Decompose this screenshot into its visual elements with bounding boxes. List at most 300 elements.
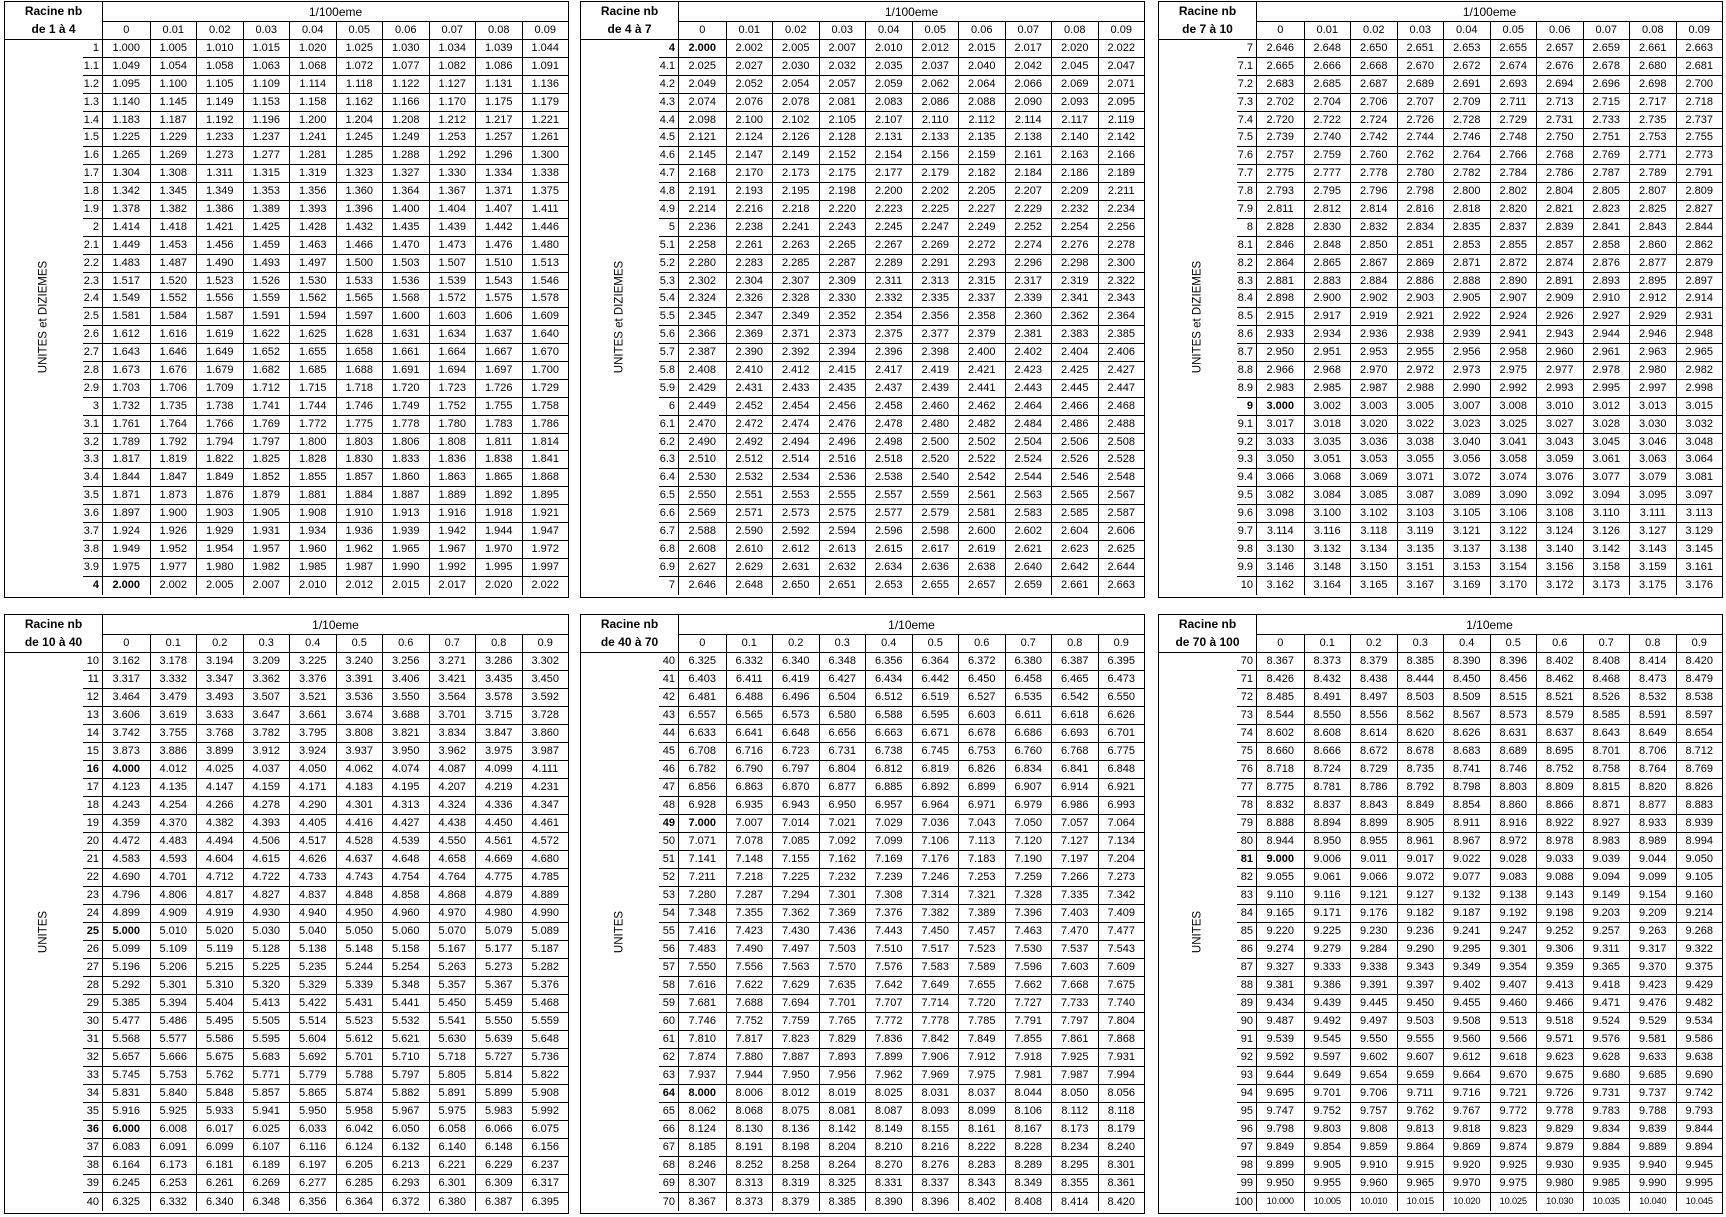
table-cell: 2.615 xyxy=(865,541,912,559)
table-cell: 8.228 xyxy=(1005,1139,1052,1157)
table-cell: 2.054 xyxy=(772,76,819,94)
table-cell: 9.879 xyxy=(1536,1139,1583,1157)
table-cell: 9.955 xyxy=(1304,1175,1351,1193)
table-cell: 7.550 xyxy=(679,959,726,977)
table-cell: 2.676 xyxy=(1536,58,1583,76)
table-cell: 2.504 xyxy=(1005,434,1052,452)
table-cell: 4.626 xyxy=(289,851,336,869)
table-cell: 1.319 xyxy=(289,165,336,183)
table-cell: 2.090 xyxy=(1005,94,1052,112)
column-header: 0.9 xyxy=(522,634,569,653)
table-cell: 1.153 xyxy=(243,94,290,112)
table-cell: 2.042 xyxy=(1005,58,1052,76)
table-cell: 2.506 xyxy=(1051,434,1098,452)
table-cell: 6.465 xyxy=(1051,671,1098,689)
table-cell: 5.431 xyxy=(336,995,383,1013)
table-cell: 4.879 xyxy=(475,887,522,905)
table-cell: 3.000 xyxy=(1257,398,1304,416)
table-cell: 2.373 xyxy=(819,326,866,344)
table-cell: 6.099 xyxy=(196,1139,243,1157)
table-cell: 6.663 xyxy=(865,725,912,743)
table-cell: 7.642 xyxy=(865,977,912,995)
table-cell: 3.040 xyxy=(1443,434,1490,452)
table-cell: 1.296 xyxy=(475,147,522,165)
table-cell: 6.935 xyxy=(726,797,773,815)
table-cell: 1.688 xyxy=(336,362,383,380)
table-cell: 3.146 xyxy=(1257,559,1304,577)
table-cell: 9.397 xyxy=(1397,977,1444,995)
table-cell: 6.957 xyxy=(865,797,912,815)
row-label: 40 xyxy=(83,1193,103,1211)
table-cell: 2.750 xyxy=(1536,129,1583,147)
table-cell: 2.757 xyxy=(1257,147,1304,165)
row-label: 1 xyxy=(83,40,103,58)
table-cell: 3.391 xyxy=(336,671,383,689)
table-cell: 3.154 xyxy=(1490,559,1537,577)
table-cell: 9.513 xyxy=(1490,1013,1537,1031)
table-cell: 4.637 xyxy=(336,851,383,869)
row-label: 95 xyxy=(1237,1103,1257,1121)
table-cell: 4.837 xyxy=(289,887,336,905)
table-cell: 6.116 xyxy=(289,1139,336,1157)
table-cell: 2.956 xyxy=(1443,344,1490,362)
table-cell: 7.829 xyxy=(819,1031,866,1049)
table-cell: 9.628 xyxy=(1583,1049,1630,1067)
row-label: 6.8 xyxy=(659,541,679,559)
side-label-text: UNITES xyxy=(613,910,626,954)
table-cell: 7.232 xyxy=(819,869,866,887)
table-cell: 3.332 xyxy=(150,671,197,689)
table-cell: 8.087 xyxy=(865,1103,912,1121)
table-cell: 4.722 xyxy=(243,869,290,887)
table-cell: 8.112 xyxy=(1051,1103,1098,1121)
table-cell: 2.249 xyxy=(958,219,1005,237)
row-label: 58 xyxy=(659,977,679,995)
table-cell: 8.967 xyxy=(1443,833,1490,851)
table-cell: 4.990 xyxy=(522,905,569,923)
table-cell: 2.909 xyxy=(1536,290,1583,308)
column-header: 0.06 xyxy=(1536,21,1583,40)
table-cell: 9.940 xyxy=(1629,1157,1676,1175)
table-cell: 8.877 xyxy=(1629,797,1676,815)
table-cell: 3.134 xyxy=(1350,541,1397,559)
table-cell: 6.870 xyxy=(772,779,819,797)
table-cell: 9.257 xyxy=(1583,923,1630,941)
table-cell: 1.952 xyxy=(150,541,197,559)
row-label: 2.4 xyxy=(83,290,103,308)
table-cell: 8.803 xyxy=(1490,779,1537,797)
table-cell: 6.542 xyxy=(1051,689,1098,707)
table-cell: 9.905 xyxy=(1304,1157,1351,1175)
row-label: 3.6 xyxy=(83,505,103,523)
table-cell: 1.480 xyxy=(522,237,569,255)
table-cell: 9.099 xyxy=(1629,869,1676,887)
table-cell: 2.715 xyxy=(1583,94,1630,112)
table-cell: 2.718 xyxy=(1676,94,1723,112)
table-cell: 1.565 xyxy=(336,290,383,308)
table-cell: 2.419 xyxy=(912,362,959,380)
table-cell: 1.685 xyxy=(289,362,336,380)
row-label: 70 xyxy=(659,1193,679,1211)
row-label: 38 xyxy=(83,1157,103,1175)
table-cell: 2.161 xyxy=(1005,147,1052,165)
table-cell: 2.827 xyxy=(1676,201,1723,219)
table-cell: 9.154 xyxy=(1629,887,1676,905)
table-cell: 2.922 xyxy=(1443,308,1490,326)
table-cell: 3.076 xyxy=(1536,469,1583,487)
row-label: 89 xyxy=(1237,995,1257,1013)
table-cell: 1.338 xyxy=(522,165,569,183)
side-label xyxy=(1159,40,1237,595)
table-cell: 2.313 xyxy=(912,273,959,291)
table-cell: 6.221 xyxy=(429,1157,476,1175)
table-cell: 7.141 xyxy=(679,851,726,869)
row-label: 3.5 xyxy=(83,487,103,505)
table-cell: 7.868 xyxy=(1098,1031,1145,1049)
table-cell: 6.237 xyxy=(522,1157,569,1175)
table-cell: 6.648 xyxy=(772,725,819,743)
table-cell: 9.105 xyxy=(1676,869,1723,887)
table-cell: 6.716 xyxy=(726,743,773,761)
table-cell: 6.907 xyxy=(1005,779,1052,797)
table-cell: 4.278 xyxy=(243,797,290,815)
row-label: 85 xyxy=(1237,923,1257,941)
table-cell: 3.114 xyxy=(1257,523,1304,541)
table-cell: 3.046 xyxy=(1629,434,1676,452)
row-label: 4 xyxy=(659,40,679,58)
table-cell: 9.022 xyxy=(1443,851,1490,869)
side-label xyxy=(5,653,83,1211)
table-cell: 7.314 xyxy=(912,887,959,905)
table-cell: 7.981 xyxy=(1005,1067,1052,1085)
row-label: 94 xyxy=(1237,1085,1257,1103)
table-cell: 4.099 xyxy=(475,761,522,779)
table-cell: 3.130 xyxy=(1257,541,1304,559)
table-cell: 2.581 xyxy=(958,505,1005,523)
table-cell: 7.944 xyxy=(726,1067,773,1085)
table-cell: 5.070 xyxy=(429,923,476,941)
table-cell: 1.323 xyxy=(336,165,383,183)
table-cell: 1.962 xyxy=(336,541,383,559)
table-cell: 5.822 xyxy=(522,1067,569,1085)
table-cell: 9.849 xyxy=(1257,1139,1304,1157)
table-cell: 9.192 xyxy=(1490,905,1537,923)
table-cell: 3.138 xyxy=(1490,541,1537,559)
table-cell: 2.569 xyxy=(679,505,726,523)
table-cell: 4.899 xyxy=(103,905,150,923)
table-cell: 1.425 xyxy=(243,219,290,237)
row-label: 4.5 xyxy=(659,129,679,147)
table-cell: 3.162 xyxy=(1266,579,1295,592)
table-cell: 8.099 xyxy=(958,1103,1005,1121)
table-cell: 2.066 xyxy=(1005,76,1052,94)
table-cell: 6.557 xyxy=(679,707,726,725)
table-cell: 6.550 xyxy=(1098,689,1145,707)
table-cell: 1.960 xyxy=(289,541,336,559)
table-cell: 2.987 xyxy=(1350,380,1397,398)
table-cell: 9.823 xyxy=(1490,1121,1537,1139)
table-cell: 2.977 xyxy=(1536,362,1583,380)
table-cell: 9.965 xyxy=(1397,1175,1444,1193)
table-cell: 2.694 xyxy=(1536,76,1583,94)
table-cell: 8.550 xyxy=(1304,707,1351,725)
table-cell: 1.175 xyxy=(475,94,522,112)
table-cell: 2.768 xyxy=(1536,147,1583,165)
table-cell: 10.000 xyxy=(1266,1196,1294,1207)
table-cell: 2.707 xyxy=(1397,94,1444,112)
table-cell: 6.285 xyxy=(336,1175,383,1193)
table-cell: 6.000 xyxy=(103,1121,150,1139)
table-cell: 3.450 xyxy=(522,671,569,689)
table-cell: 6.856 xyxy=(679,779,726,797)
table-cell: 6.403 xyxy=(679,671,726,689)
table-cell: 1.353 xyxy=(243,183,290,201)
table-cell: 5.639 xyxy=(475,1031,522,1049)
table-cell: 5.030 xyxy=(243,923,290,941)
table-cell: 2.598 xyxy=(912,523,959,541)
table-cell: 10.015 xyxy=(1397,1193,1444,1211)
table-cell: 7.842 xyxy=(912,1031,959,1049)
table-cell: 6.753 xyxy=(958,743,1005,761)
table-cell: 9.149 xyxy=(1583,887,1630,905)
table-cell: 8.532 xyxy=(1629,689,1676,707)
table-cell: 9.813 xyxy=(1397,1121,1444,1139)
table-cell: 5.753 xyxy=(150,1067,197,1085)
column-header: 0.3 xyxy=(1397,634,1444,653)
table-cell: 1.404 xyxy=(429,201,476,219)
table-cell: 1.466 xyxy=(336,237,383,255)
row-label: 82 xyxy=(1237,869,1257,887)
table-cell: 7.436 xyxy=(819,923,866,941)
row-label: 8.8 xyxy=(1237,362,1257,380)
table-cell: 2.175 xyxy=(819,165,866,183)
table-cell: 1.631 xyxy=(382,326,429,344)
table-cell: 2.218 xyxy=(772,201,819,219)
table-cell: 6.804 xyxy=(819,761,866,779)
table-cell: 9.839 xyxy=(1629,1121,1676,1139)
row-label: 92 xyxy=(1237,1049,1257,1067)
table-cell: 3.847 xyxy=(475,725,522,743)
table-cell: 7.362 xyxy=(772,905,819,923)
table-header-racine xyxy=(5,2,103,40)
table-cell: 3.240 xyxy=(336,653,383,671)
table-cell: 6.348 xyxy=(243,1193,290,1211)
table-cell: 1.292 xyxy=(429,147,476,165)
table-cell: 1.746 xyxy=(336,398,383,416)
row-label: 35 xyxy=(83,1103,103,1121)
table-cell: 1.204 xyxy=(336,112,383,130)
table-cell: 9.980 xyxy=(1536,1175,1583,1193)
table-cell: 2.600 xyxy=(958,523,1005,541)
table-cell: 7.804 xyxy=(1098,1013,1145,1031)
table-cell: 9.592 xyxy=(1257,1049,1304,1067)
table-cell: 9.165 xyxy=(1257,905,1304,923)
table-cell: 2.800 xyxy=(1443,183,1490,201)
table-cell: 2.960 xyxy=(1536,344,1583,362)
table-cell: 4.960 xyxy=(382,905,429,923)
table-cell: 7.785 xyxy=(958,1013,1005,1031)
table-cell: 9.721 xyxy=(1490,1085,1537,1103)
table-cell: 2.693 xyxy=(1490,76,1537,94)
table-cell: 8.000 xyxy=(679,1085,726,1103)
table-cell: 9.306 xyxy=(1536,941,1583,959)
table-cell: 2.396 xyxy=(865,344,912,362)
table-cell: 5.477 xyxy=(103,1013,150,1031)
table-cell: 2.773 xyxy=(1676,147,1723,165)
table-cell: 1.476 xyxy=(475,237,522,255)
table-cell: 3.834 xyxy=(429,725,476,743)
racine-label-line1: Racine nb xyxy=(600,4,659,19)
table-cell: 8.331 xyxy=(865,1175,912,1193)
table-cell: 2.492 xyxy=(726,434,773,452)
table-cell: 1.655 xyxy=(289,344,336,362)
table-cell: 4.347 xyxy=(522,797,569,815)
table-cell: 5.158 xyxy=(382,941,429,959)
table-cell: 3.633 xyxy=(196,707,243,725)
table-cell: 6.205 xyxy=(336,1157,383,1175)
table-cell: 1.487 xyxy=(150,255,197,273)
table-cell: 3.507 xyxy=(243,689,290,707)
table-cell: 7.720 xyxy=(958,995,1005,1013)
table-cell: 3.550 xyxy=(382,689,429,707)
table-header-racine xyxy=(1159,2,1257,40)
table-cell: 2.666 xyxy=(1304,58,1351,76)
table-cell: 2.798 xyxy=(1397,183,1444,201)
table-cell: 3.053 xyxy=(1350,451,1397,469)
row-label: 76 xyxy=(1237,761,1257,779)
table-cell: 1.729 xyxy=(522,380,569,398)
table-cell: 2.207 xyxy=(1005,183,1052,201)
table-cell: 2.225 xyxy=(912,201,959,219)
table-cell: 7.576 xyxy=(865,959,912,977)
table-cell: 2.447 xyxy=(1098,380,1145,398)
table-cell: 7.301 xyxy=(819,887,866,905)
table-cell: 3.286 xyxy=(475,653,522,671)
table-cell: 2.022 xyxy=(1098,40,1145,58)
table-cell: 5.079 xyxy=(475,923,522,941)
table-cell: 8.485 xyxy=(1257,689,1304,707)
table-cell: 8.526 xyxy=(1583,689,1630,707)
table-cell: 2.126 xyxy=(772,129,819,147)
table-cell: 2.625 xyxy=(1098,541,1145,559)
row-label: 9.2 xyxy=(1237,434,1257,452)
table-cell: 3.161 xyxy=(1676,559,1723,577)
table-cell: 1.926 xyxy=(150,523,197,541)
column-header: 0 xyxy=(1257,634,1304,653)
table-cell: 3.087 xyxy=(1397,487,1444,505)
table-cell: 9.869 xyxy=(1443,1139,1490,1157)
table-cell: 9.354 xyxy=(1490,959,1537,977)
table-cell: 2.665 xyxy=(1257,58,1304,76)
table-cell: 1.749 xyxy=(382,398,429,416)
table-cell: 2.769 xyxy=(1583,147,1630,165)
column-header: 0.01 xyxy=(150,21,197,40)
table-cell: 2.884 xyxy=(1350,273,1397,291)
column-header: 0 xyxy=(103,634,150,653)
table-cell: 7.583 xyxy=(912,959,959,977)
table-cell: 8.491 xyxy=(1304,689,1351,707)
table-cell: 5.559 xyxy=(522,1013,569,1031)
table-cell: 2.651 xyxy=(819,577,866,595)
table-cell: 4.593 xyxy=(150,851,197,869)
table-cell: 1.414 xyxy=(103,219,150,237)
row-label: 86 xyxy=(1237,941,1257,959)
table-cell: 9.391 xyxy=(1350,977,1397,995)
table-cell: 2.119 xyxy=(1098,112,1145,130)
table-cell: 1.086 xyxy=(475,58,522,76)
table-cell: 9.726 xyxy=(1536,1085,1583,1103)
table-cell: 2.191 xyxy=(679,183,726,201)
table-cell: 1.772 xyxy=(289,416,336,434)
row-label: 84 xyxy=(1237,905,1257,923)
table-cell: 2.179 xyxy=(912,165,959,183)
row-label: 14 xyxy=(83,725,103,743)
table-cell: 2.195 xyxy=(772,183,819,201)
table-cell: 9.274 xyxy=(1257,941,1304,959)
table-cell: 2.095 xyxy=(1098,94,1145,112)
table-cell: 7.273 xyxy=(1098,869,1145,887)
table-cell: 8.301 xyxy=(1098,1157,1145,1175)
table-cell: 5.916 xyxy=(103,1103,150,1121)
table-cell: 3.808 xyxy=(336,725,383,743)
table-cell: 3.347 xyxy=(196,671,243,689)
row-label: 7.8 xyxy=(1237,183,1257,201)
table-cell: 7.893 xyxy=(819,1049,866,1067)
table-cell: 2.926 xyxy=(1536,308,1583,326)
table-cell: 9.675 xyxy=(1536,1067,1583,1085)
table-cell: 9.203 xyxy=(1583,905,1630,923)
table-cell: 1.114 xyxy=(289,76,336,94)
table-cell: 7.423 xyxy=(726,923,773,941)
table-cell: 6.253 xyxy=(150,1175,197,1193)
table-cell: 6.083 xyxy=(103,1139,150,1157)
table-cell: 8.349 xyxy=(1005,1175,1052,1193)
table-cell: 9.247 xyxy=(1490,923,1537,941)
row-label: 32 xyxy=(83,1049,103,1067)
table-cell: 7.688 xyxy=(726,995,773,1013)
table-cell: 6.686 xyxy=(1005,725,1052,743)
racine-label-line1: Racine nb xyxy=(1178,617,1237,632)
table-cell: 1.803 xyxy=(336,434,383,452)
table-cell: 9.915 xyxy=(1397,1157,1444,1175)
table-cell: 3.159 xyxy=(1629,559,1676,577)
table-cell: 2.304 xyxy=(726,273,773,291)
row-label: 9 xyxy=(1237,398,1257,416)
table-cell: 6.819 xyxy=(912,761,959,779)
table-cell: 9.737 xyxy=(1629,1085,1676,1103)
table-cell: 3.051 xyxy=(1304,451,1351,469)
table-cell: 9.160 xyxy=(1676,887,1723,905)
table-cell: 8.832 xyxy=(1257,797,1304,815)
table-caption: 1/100eme xyxy=(308,4,363,19)
table-cell: 7.355 xyxy=(726,905,773,923)
table-cell: 3.873 xyxy=(103,743,150,761)
side-label-text: UNITES xyxy=(37,910,50,954)
table-cell: 6.603 xyxy=(958,707,1005,725)
table-cell: 9.545 xyxy=(1304,1031,1351,1049)
table-cell: 4.528 xyxy=(336,833,383,851)
table-cell: 2.480 xyxy=(912,416,959,434)
table-cell: 8.019 xyxy=(819,1085,866,1103)
row-label: 8.4 xyxy=(1237,290,1257,308)
table-cell: 9.088 xyxy=(1536,869,1583,887)
table-cell: 9.402 xyxy=(1443,977,1490,995)
column-header: 0.01 xyxy=(1304,21,1351,40)
table-cell: 2.385 xyxy=(1098,326,1145,344)
table-cell: 2.198 xyxy=(819,183,866,201)
row-label: 10 xyxy=(1237,577,1257,595)
table-cell: 2.602 xyxy=(1005,523,1052,541)
